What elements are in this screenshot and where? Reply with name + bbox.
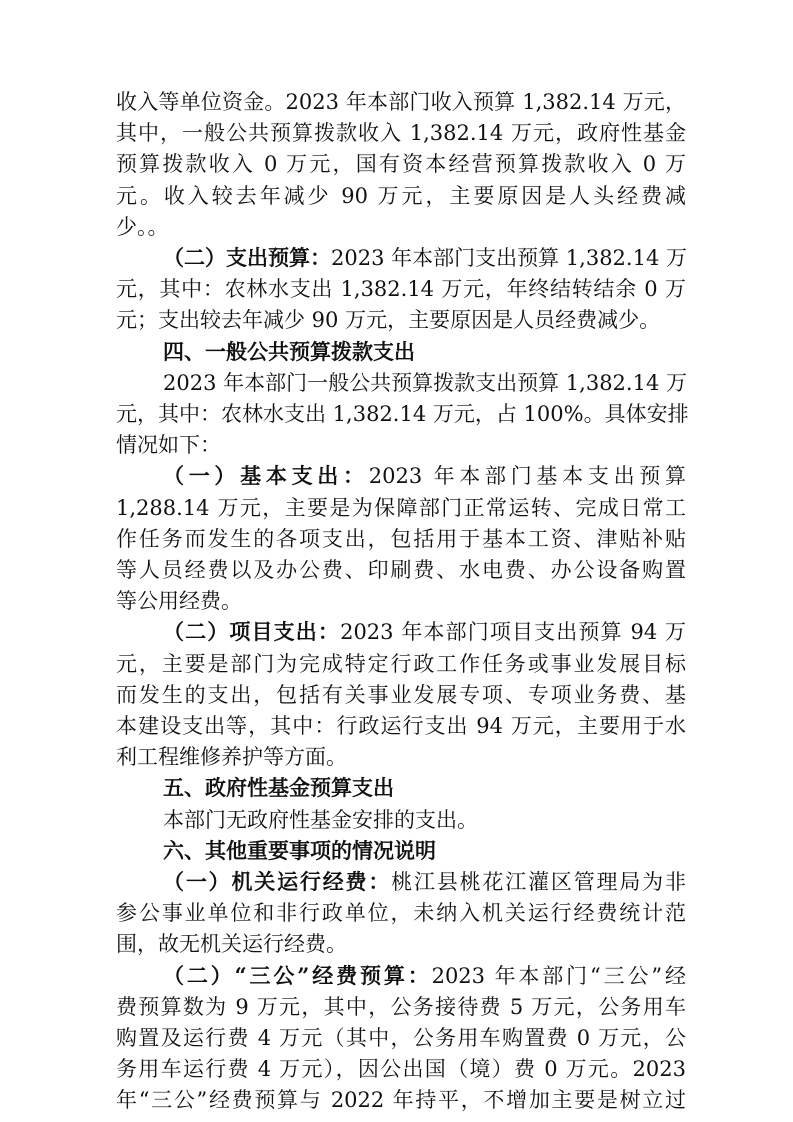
text-line [116,117,686,149]
text-run: 其中，一般公共预算拨款收入 1,382.14 万元，政府性基金 [116,121,686,146]
text-line [116,897,686,929]
text-run: 情况如下： [116,433,221,458]
text-run: 购置及运行费 4 万元（其中，公务用车购置费 0 万元，公 [116,1026,686,1050]
section-heading: （一）基本支出： [163,463,369,489]
text-line [116,648,686,680]
text-run: 围，故无机关运行经费。 [116,932,347,957]
text-line [116,928,686,960]
section-heading: 四、一般公共预算拨款支出 [163,338,415,364]
text-line [163,960,686,992]
text-line [116,523,686,555]
text-line [116,679,686,711]
text-line [116,1022,686,1054]
text-run: 本建设支出等，其中：行政运行支出 94 万元，主要用于水 [116,714,686,738]
text-run: 2023 年本部门基本支出预算 [368,464,687,489]
text-line [116,86,686,118]
text-run: 等人员经费以及办公费、印刷费、水电费、办公设备购置 [116,558,686,582]
text-line [116,585,686,617]
text-line [163,772,686,804]
text-line [163,866,686,898]
text-line [116,180,686,212]
text-run: 作任务而发生的各项支出，包括用于基本工资、津贴补贴 [116,526,686,551]
text-line [163,460,686,492]
text-line [163,616,686,648]
text-line [116,304,686,336]
text-run: 年“三公”经费预算与 2022 年持平，不增加主要是树立过 [116,1088,686,1113]
text-run: 元；支出较去年减少 90 万元，主要原因是人员经费减少。 [116,308,661,333]
text-line [116,554,686,586]
text-run: 元。收入较去年减少 90 万元，主要原因是人头经费减 [116,183,686,208]
text-run: 费预算数为 9 万元，其中，公务接待费 5 万元，公务用车 [116,994,686,1019]
text-line [116,273,686,305]
text-run: 1,288.14 万元，主要是为保障部门正常运转、完成日常工 [116,495,686,520]
text-run: 而发生的支出，包括有关事业发展专项、专项业务费、基 [116,682,686,707]
text-line [116,710,686,742]
text-line [163,804,686,836]
text-line [116,492,686,524]
text-run: 少。。 [116,214,169,239]
text-run: 务用车运行费 4 万元），因公出国（境）费 0 万元。2023 [116,1057,686,1082]
text-run: 2023 年本部门“三公”经 [431,963,686,988]
text-run: 2023 年本部门项目支出预算 94 万 [340,620,686,645]
text-run: 利工程维修养护等方面。 [116,745,347,770]
text-line [163,367,686,399]
text-line [116,741,686,773]
section-heading: （二）项目支出： [163,619,341,645]
text-run: 2023 年本部门一般公共预算拨款支出预算 1,382.14 万 [163,370,687,395]
text-run: 等公用经费。 [116,589,242,614]
text-run: 预算拨款收入 0 万元，国有资本经营预算拨款收入 0 万 [116,152,686,177]
text-line [116,148,686,180]
text-line [116,1053,686,1085]
text-line [116,211,686,243]
text-line [116,991,686,1023]
text-run: 2023 年本部门支出预算 1,382.14 万 [331,246,687,270]
text-line [163,336,686,368]
section-heading: （二）支出预算： [163,245,331,270]
text-run: 本部门无政府性基金安排的支出。 [163,807,478,832]
text-run: 参公事业单位和非行政单位，未纳入机关运行经费统计范 [116,901,686,926]
text-run: 桃江县桃花江灌区管理局为非 [391,870,687,894]
section-heading: （二）“三公”经费预算： [163,962,432,988]
text-line [163,242,686,274]
section-heading: 五、政府性基金预算支出 [163,775,394,801]
text-run: 元，主要是部门为完成特定行政工作任务或事业发展目标 [116,651,686,676]
text-line [116,398,689,430]
text-line [163,835,686,867]
text-run: 收入等单位资金。2023 年本部门收入预算 1,382.14 万元， [116,90,686,114]
text-run: 元，其中：农林水支出 1,382.14 万元，占 100%。具体安排 [116,402,689,426]
text-line [116,1084,686,1116]
section-heading: 六、其他重要事项的情况说明 [163,837,436,863]
section-heading: （一）机关运行经费： [163,869,392,894]
text-line [116,429,686,461]
text-run: 元，其中：农林水支出 1,382.14 万元，年终结转结余 0 万 [116,277,686,302]
